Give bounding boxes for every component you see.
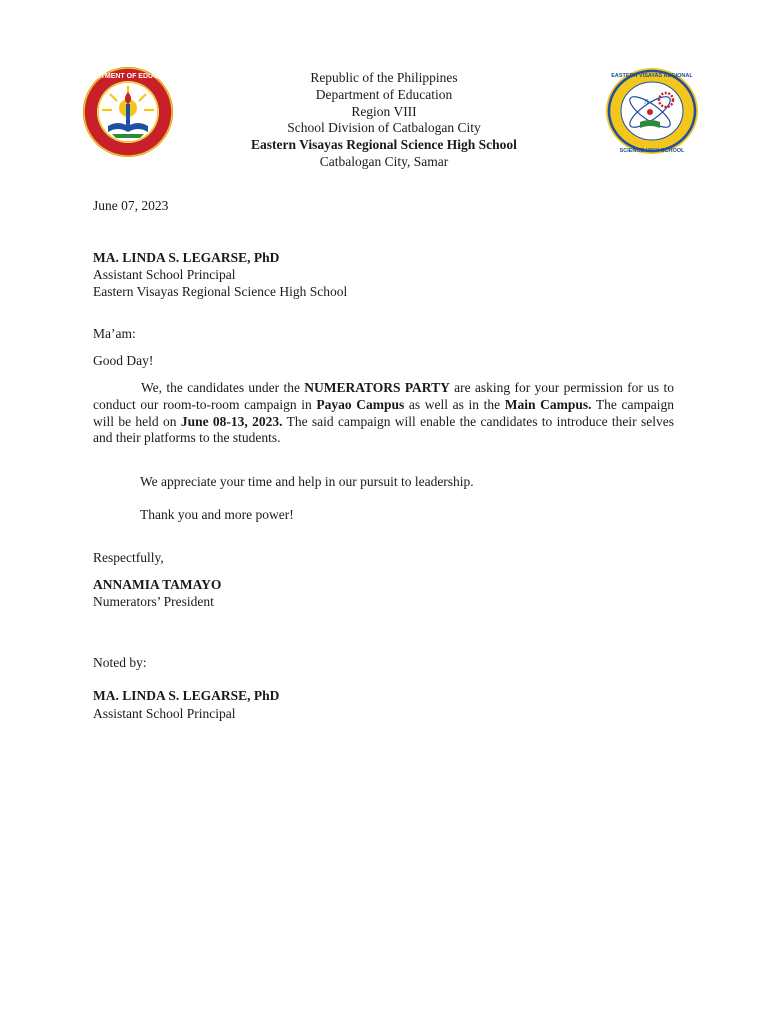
sender-name: ANNAMIA TAMAYO [93,577,222,592]
closing: Respectfully, [93,550,164,565]
body-text: are asking for your permission for us to conduct our room-to-room campaign in [93,380,674,412]
thanks-paragraph: Thank you and more power! [140,507,294,522]
greeting: Good Day! [93,353,154,368]
letterhead-division: School Division of Catbalogan City [287,120,481,136]
noter-title: Assistant School Principal [93,706,236,721]
campus-name: Payao Campus [316,396,405,412]
noter-name: MA. LINDA S. LEGARSE, PhD [93,688,280,703]
body-paragraph [93,380,674,447]
letterhead-region: Region VIII [351,103,417,119]
recipient-name: MA. LINDA S. LEGARSE, PhD [93,250,280,265]
body-text: as well as in the [404,396,505,412]
body-text: The said campaign will enable the candidates to introduce their selves and their platforms to the students. [93,413,674,446]
letterhead-department: Department of Education [315,86,453,102]
letterhead-address: Catbalogan City, Samar [319,153,449,169]
party-name: NUMERATORS PARTY [304,380,450,395]
body-text: We, the candidates under the [141,380,305,395]
sender-title: Numerators’ President [93,594,214,609]
svg-text:EASTERN VISAYAS REGIONAL: EASTERN VISAYAS REGIONAL [611,73,693,79]
letterhead-school: Eastern Visayas Regional Science High School [251,137,517,153]
salutation: Ma’am: [93,326,136,341]
svg-text:SCIENCE HIGH SCHOOL: SCIENCE HIGH SCHOOL [619,148,685,154]
appreciation-paragraph: We appreciate your time and help in our pursuit to leadership. [140,474,474,489]
letterhead-republic: Republic of the Philippines [310,70,458,85]
campaign-dates: June 08-13, 2023. [180,413,283,429]
svg-text:π: π [644,96,649,106]
letterhead [0,70,768,171]
recipient-title: Assistant School Principal [93,267,236,282]
letter-date: June 07, 2023 [93,198,169,213]
recipient-school: Eastern Visayas Regional Science High School [93,284,348,299]
campus-name: Main Campus. [504,396,592,412]
body-text: The campaign will be held on [93,396,674,429]
noted-by-label: Noted by: [93,655,147,670]
svg-text:DEPARTMENT OF EDUCATION: DEPARTMENT OF EDUCATION [76,73,180,80]
